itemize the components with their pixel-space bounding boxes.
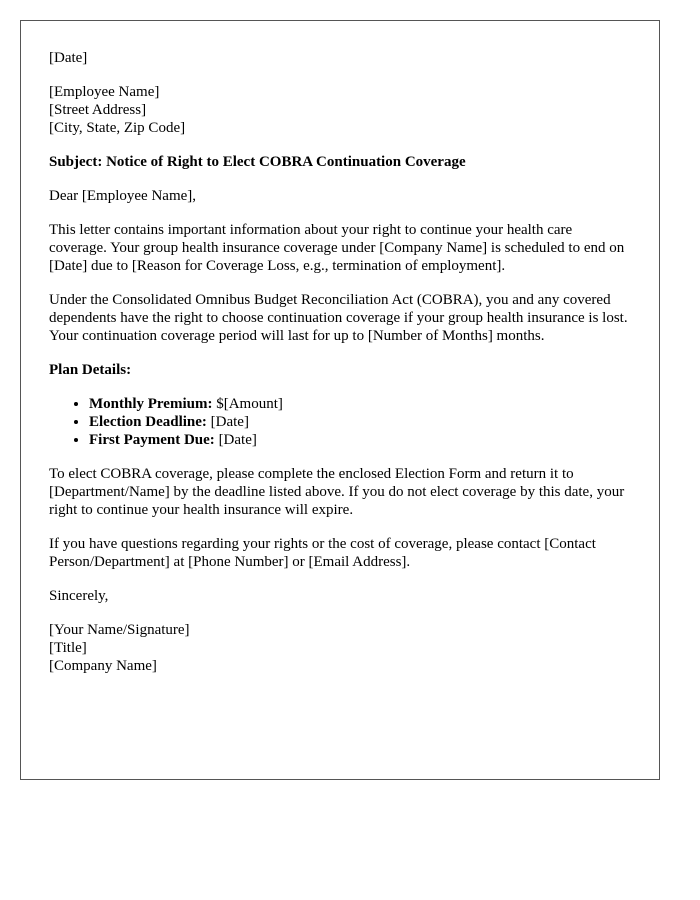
letter-closing: Sincerely, [49, 588, 109, 604]
plan-detail-value: [Date] [214, 432, 257, 448]
signature-block [49, 621, 631, 675]
letter-subject: Subject: Notice of Right to Elect COBRA Continuation Coverage [49, 154, 466, 170]
letter-paragraph-intro: This letter contains important information about your right to continue your health care coverage. Your group health insurance coverage under [Company Name] is scheduled to end on [Date] due to [Reason for Coverage Loss, e.g., termination of employment]. [49, 222, 625, 274]
recipient-city-state-zip: [City, State, Zip Code] [49, 120, 186, 136]
letter-paragraph-contact: If you have questions regarding your rights or the cost of coverage, please contact [Contact Person/Department] at [Phone Number] or [Email Address]. [49, 536, 596, 570]
plan-details-heading: Plan Details: [49, 362, 132, 378]
letter-date: [Date] [49, 50, 88, 66]
plan-detail-item [89, 413, 631, 431]
plan-detail-value: $[Amount] [212, 396, 283, 412]
letter-salutation: Dear [Employee Name], [49, 188, 197, 204]
plan-detail-item [89, 395, 631, 413]
plan-details-list [49, 395, 631, 449]
letter-paragraph-election: To elect COBRA coverage, please complete the enclosed Election Form and return it to [Department/Name] by the deadline listed above. If you do not elect coverage by this date, your right to continue your health insurance will expire. [49, 466, 625, 518]
letter-page [20, 20, 660, 780]
plan-detail-term: Election Deadline: [89, 414, 207, 430]
plan-detail-value: [Date] [206, 414, 249, 430]
plan-detail-term: First Payment Due: [89, 432, 215, 448]
recipient-address [49, 83, 631, 137]
signature-company: [Company Name] [49, 658, 157, 674]
plan-detail-item [89, 431, 631, 449]
signature-name: [Your Name/Signature] [49, 622, 190, 638]
recipient-street: [Street Address] [49, 102, 147, 118]
letter-paragraph-cobra-rights: Under the Consolidated Omnibus Budget Reconciliation Act (COBRA), you and any covered dependents have the right to choose continuation coverage if your group health insurance is lost. Your continuation coverage period will last for up to [Number of Months] months. [49, 292, 628, 344]
recipient-name: [Employee Name] [49, 84, 160, 100]
plan-detail-term: Monthly Premium: [89, 396, 213, 412]
signature-title: [Title] [49, 640, 87, 656]
